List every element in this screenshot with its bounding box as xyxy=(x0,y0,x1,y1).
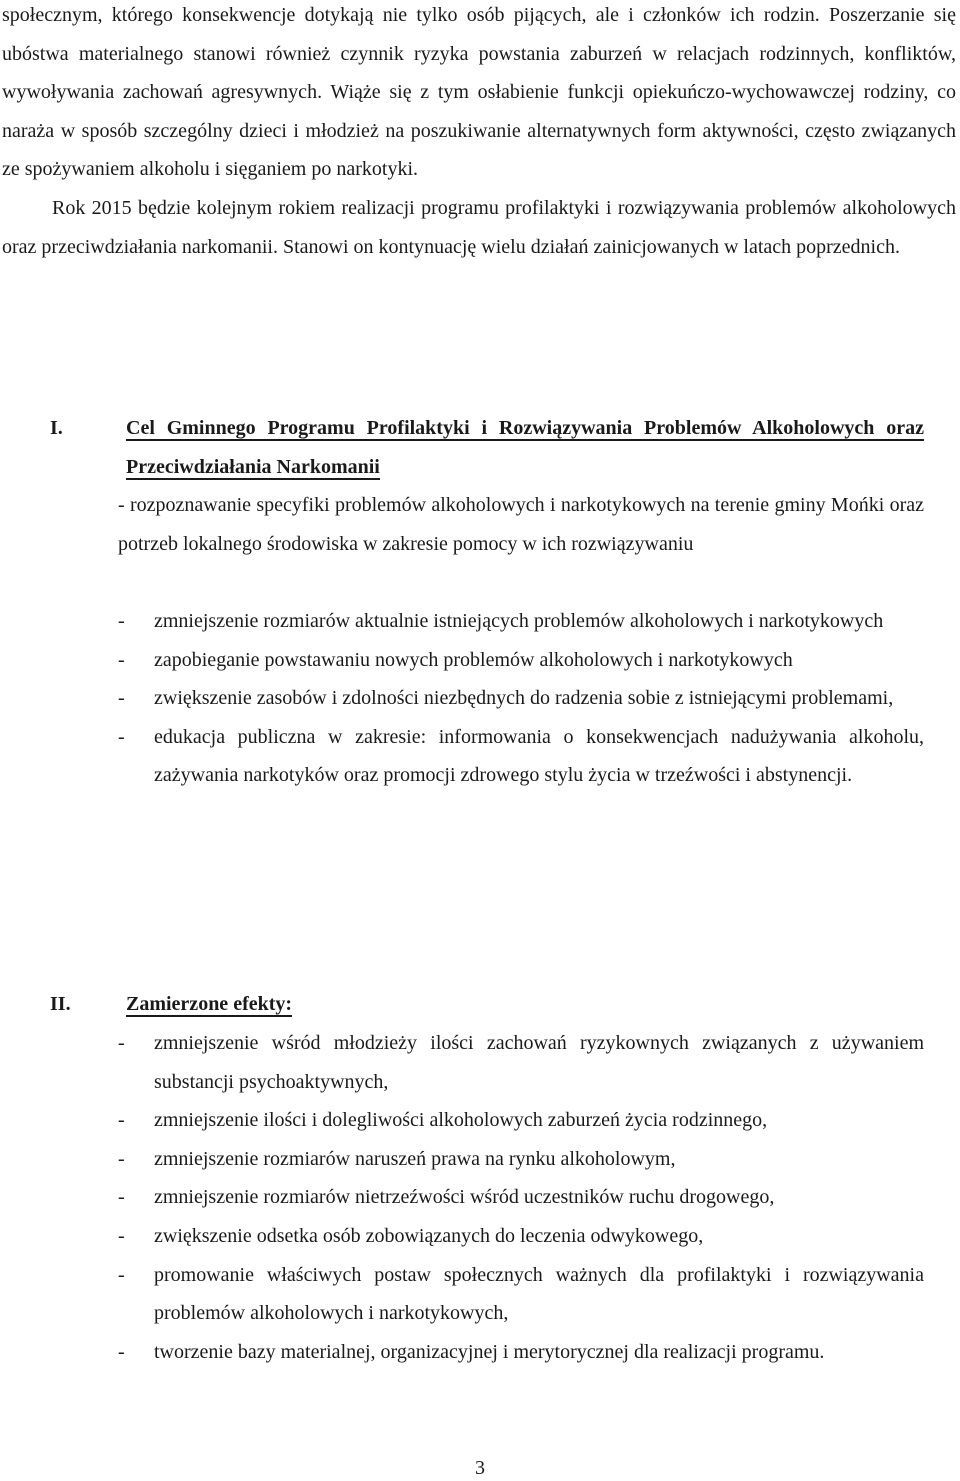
section-effects-list xyxy=(118,1024,924,1371)
section-goal-number: I. xyxy=(50,417,63,439)
intro-paragraph-2: Rok 2015 będzie kolejnym rokiem realizacji programu profilaktyki i rozwiązywania problemów alkoholowych oraz przeciwdziałania narkomanii. Stanowi on kontynuację wielu działań zainicjowanych w latach poprzednich. xyxy=(2,196,956,258)
intro-text xyxy=(2,0,956,266)
list-item: - zapobieganie powstawaniu nowych problemów alkoholowych i narkotykowych xyxy=(118,648,793,671)
list-item: - zmniejszenie rozmiarów naruszeń prawa na rynku alkoholowym, xyxy=(118,1147,676,1170)
section-effects-title: Zamierzone efekty: xyxy=(126,993,293,1015)
list-item: - zwiększenie zasobów i zdolności niezbędnych do radzenia sobie z istniejącymi problemami, xyxy=(118,687,894,710)
list-item: - zmniejszenie wśród młodzieży ilości zachowań ryzykownych związanych z używaniem substancji psychoaktywnych, xyxy=(118,1032,924,1093)
list-item: - zmniejszenie rozmiarów nietrzeźwości wśród uczestników ruchu drogowego, xyxy=(118,1186,775,1209)
list-item: - tworzenie bazy materialnej, organizacyjnej i merytorycznej dla realizacji programu. xyxy=(118,1340,825,1363)
list-item: - edukacja publiczna w zakresie: informowania o konsekwencjach nadużywania alkoholu, zażywania narkotyków oraz promocji zdrowego stylu życia w trzeźwości i abstynencji. xyxy=(118,725,924,787)
list-item: - zmniejszenie ilości i dolegliwości alkoholowych zaburzeń życia rodzinnego, xyxy=(118,1109,768,1132)
section-goal-title: Cel Gminnego Programu Profilaktyki i Rozwiązywania Problemów Alkoholowych oraz Przeciwdziałania Narkomanii xyxy=(126,417,924,478)
section-goal-lead: - rozpoznawanie specyfiki problemów alkoholowych i narkotykowych na terenie gminy Mońki oraz potrzeb lokalnego środowiska w zakresie pomocy w ich rozwiązywaniu xyxy=(118,494,924,555)
list-item: - zmniejszenie rozmiarów aktualnie istniejących problemów alkoholowych i narkotykowych xyxy=(118,610,884,632)
list-item: - promowanie właściwych postaw społecznych ważnych dla profilaktyki i rozwiązywania problemów alkoholowych i narkotykowych, xyxy=(118,1263,924,1325)
intro-paragraph-1: społecznym, którego konsekwencje dotykają nie tylko osób pijących, ale i członków ich rodzin. Poszerzanie się ubóstwa materialnego stanowi również czynnik ryzyka powstania zaburzeń w relacjach rodzinnych, konfliktów, wywoływania zachowań agresywnych. Wiąże się z tym osłabienie funkcji opiekuńczo-wychowawczej rodziny, co naraża w sposób szczególny dzieci i młodzież na poszukiwanie alternatywnych form aktywności, często związanych ze spożywaniem alkoholu i sięganiem po narkotyki. xyxy=(2,4,956,181)
section-goal-list xyxy=(118,602,924,795)
page-number: 3 xyxy=(475,1457,485,1479)
section-effects-number: II. xyxy=(50,993,71,1015)
list-item: - zwiększenie odsetka osób zobowiązanych do leczenia odwykowego, xyxy=(118,1224,704,1247)
